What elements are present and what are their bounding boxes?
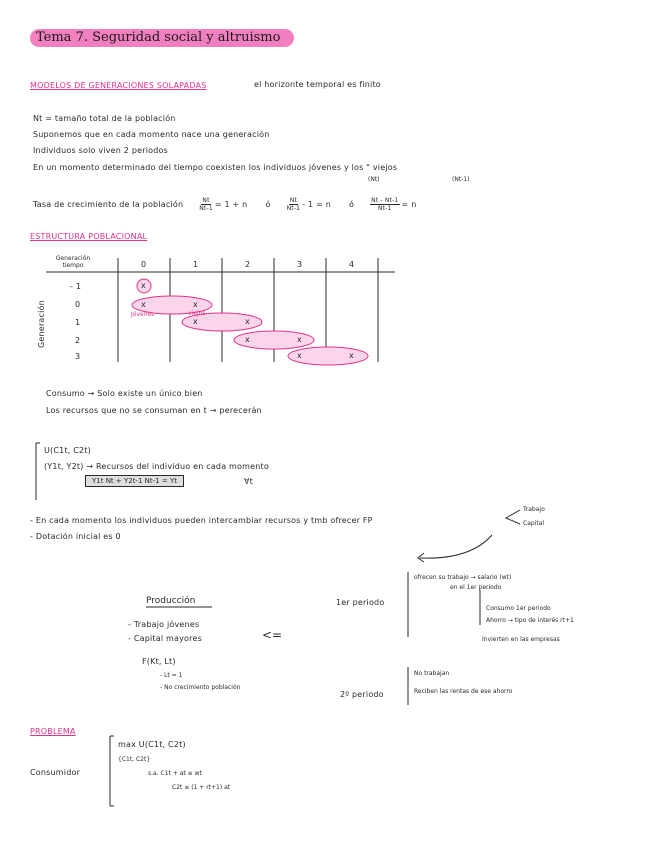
gen-label-0: 0: [75, 300, 81, 309]
production-heading: Producción: [146, 596, 196, 606]
models-line-2: Suponemos que en cada momento nace una generación: [33, 130, 270, 139]
production-arrow: <=: [262, 628, 283, 642]
fp-brace: [506, 510, 520, 524]
resource-constraint: Y1t Nt + Y2t-1 Nt-1 = Yt: [85, 475, 184, 487]
second-period-label: 2º periodo: [340, 690, 384, 699]
problem-agent: Consumidor: [30, 768, 81, 777]
fraction-1-num: Nt: [202, 197, 210, 204]
utility-function: U(C1t, C2t): [44, 446, 92, 455]
table-corner-label: Generación tiempo: [55, 255, 91, 269]
models-horizon: el horizonte temporal es finito: [254, 80, 381, 89]
first-period-item-3: Invierten en las empresas: [482, 636, 560, 643]
production-line-3: - Lt = 1: [160, 672, 183, 679]
first-period-item-1: Consumo 1er periodo: [486, 605, 551, 612]
gen-label-3: 3: [75, 352, 81, 361]
mark-g2-t2: x: [245, 335, 250, 344]
bullet-1: - En cada momento los individuos pueden intercambiar recursos y tmb ofrecer FP: [30, 516, 373, 525]
fraction-2-rhs: - 1 = n: [302, 200, 331, 209]
utility-resources: (Y1t, Y2t) → Recursos del individuo en cada momento: [44, 462, 269, 471]
first-period-line-1b: en el 1er periodo: [450, 584, 502, 591]
time-header-3: 3: [297, 260, 303, 269]
models-line-1: Nt = tamaño total de la población: [33, 114, 176, 123]
models-line-4: En un momento determinado del tiempo coexisten los individuos jóvenes y los " viejos: [33, 163, 398, 172]
fraction-3-num: Nt - Nt-1: [371, 197, 399, 204]
production-line-2: - Capital mayores: [128, 634, 202, 643]
time-header-2: 2: [245, 260, 251, 269]
fraction-3-rhs: = n: [401, 200, 417, 209]
models-heading: MODELOS DE GENERACIONES SOLAPADAS: [30, 81, 207, 90]
mark-g3-t3: x: [297, 351, 302, 360]
page-title: Tema 7. Seguridad social y altruismo: [30, 29, 294, 47]
gen-label-1: 1: [75, 318, 81, 327]
problem-heading: PROBLEMA: [30, 727, 76, 736]
fraction-3-den: Nt-1: [378, 205, 392, 212]
old-subscript: (Nt-1): [452, 176, 470, 183]
time-header-4: 4: [349, 260, 355, 269]
consumption-line-1: Consumo → Solo existe un único bien: [46, 389, 203, 398]
production-function: F(Kt, Lt): [142, 657, 176, 666]
problem-max: max U(C1t, C2t): [118, 740, 186, 749]
fraction-2-den: Nt-1: [286, 205, 301, 212]
gen-label-2: 2: [75, 336, 81, 345]
old-label: viejos: [188, 310, 206, 317]
mark-g2-t3: x: [297, 335, 302, 344]
first-period-line-1: ofrecen su trabajo → salario (wt): [414, 574, 512, 581]
consumption-line-2: Los recursos que no se consuman en t → perecerán: [46, 406, 262, 415]
mark-g0-t0: x: [141, 300, 146, 309]
production-line-4: - No crecimiento población: [160, 684, 241, 691]
fp-trabajo: Trabajo: [523, 506, 545, 513]
generation-side-label: Generación: [37, 300, 46, 348]
fraction-1-rhs: = 1 + n: [214, 200, 248, 209]
mark-g3-t4: x: [349, 351, 354, 360]
bullet-2: - Dotación inicial es 0: [30, 532, 121, 541]
structure-heading: ESTRUCTURA POBLACIONAL: [30, 232, 148, 241]
for-all-t: ∀t: [244, 477, 254, 486]
time-header-1: 1: [193, 260, 199, 269]
first-period-item-2: Ahorro → tipo de interés rt+1: [486, 617, 574, 624]
growth-label: Tasa de crecimiento de la población: [33, 200, 184, 209]
or-2: ó: [348, 200, 355, 209]
fp-capital: Capital: [523, 520, 545, 527]
production-line-1: - Trabajo jóvenes: [128, 620, 200, 629]
time-header-0: 0: [141, 260, 147, 269]
fraction-1-den: Nt-1: [199, 205, 213, 212]
second-period-line-1: No trabajan: [414, 670, 450, 677]
second-period-line-2: Reciben las rentas de ese ahorro: [414, 688, 513, 695]
gen-label-minus1: - 1: [70, 282, 82, 291]
problem-budget-2: C2t ≤ (1 + rt+1) at: [172, 784, 231, 791]
mark-g1-t1: x: [193, 317, 198, 326]
mark-g1-t2: x: [245, 317, 250, 326]
curved-arrow-head: [418, 553, 424, 562]
or-1: ó: [265, 200, 271, 209]
first-period-label: 1er periodo: [336, 598, 385, 607]
fraction-2-num: Nt: [289, 197, 298, 204]
mark-gm1-t0: x: [141, 281, 146, 290]
problem-budget-1: s.a. C1t + at ≤ wt: [148, 770, 202, 777]
curved-arrow: [420, 535, 492, 558]
models-line-3: Individuos solo viven 2 periodos: [33, 146, 168, 155]
problem-vars: {C1t, C2t}: [118, 756, 151, 763]
young-subscript: (Nt): [368, 176, 380, 183]
young-label: Jóvenes: [131, 311, 155, 318]
mark-g0-t1: x: [193, 300, 198, 309]
